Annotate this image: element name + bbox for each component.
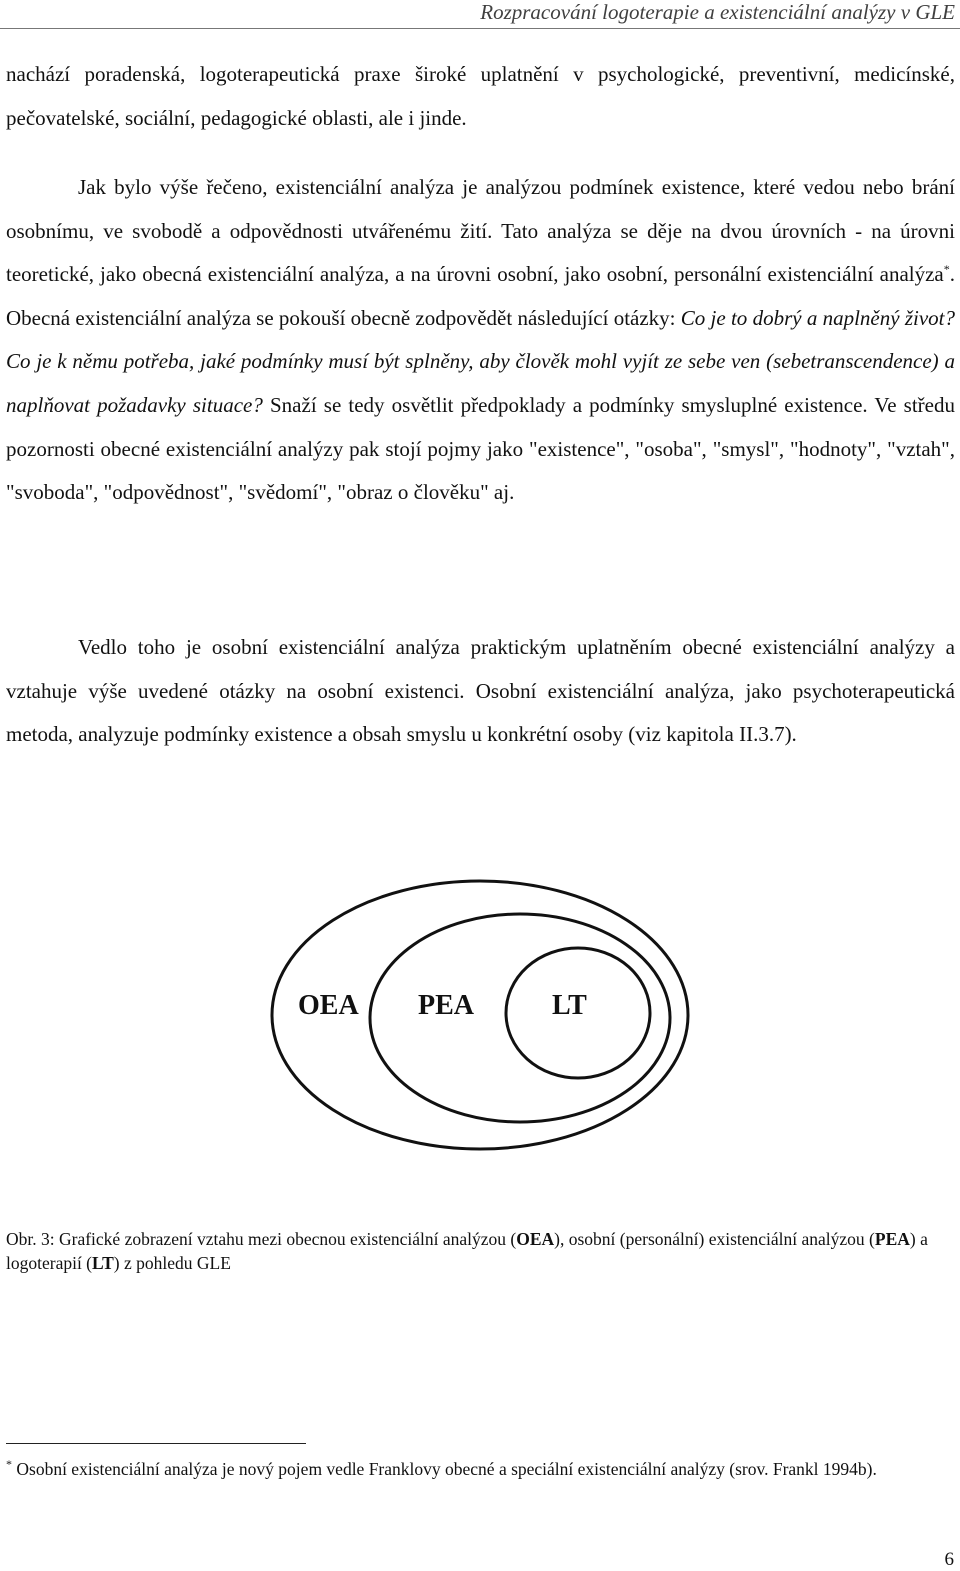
nested-ellipse-diagram (260, 870, 700, 1160)
paragraph-2-part-b: . Obecná existenciální analýza se pokouší obecně zodpovědět následující otázky: (6, 262, 955, 330)
figure-caption (6, 1227, 956, 1275)
running-header: Rozpracování logoterapie a existenciální analýzy v GLE (480, 0, 955, 24)
paragraph-2 (6, 166, 955, 515)
question-1: Co je to dobrý a naplněný život? (680, 305, 955, 330)
question-2: Co je k němu potřeba, jaké podmínky musí být splněny, aby člověk mohl vyjít ze sebe ven (sebetranscendence) a naplňovat požadavky situace? (6, 349, 955, 417)
footnote-reference[interactable]: * (943, 262, 950, 277)
label-lt: LT (552, 990, 587, 1021)
caption-pea: PEA (874, 1229, 910, 1249)
footnote-divider (6, 1443, 306, 1444)
caption-part-b: ), osobní (personální) existenciální analýzou ( (554, 1229, 875, 1249)
label-pea: PEA (418, 990, 474, 1021)
paragraph-2-part-a: Jak bylo výše řečeno, existenciální analýza je analýzou podmínek existence, které vedou nebo brání osobnímu, ve svobodě a odpovědnosti utvářenému žití. Tato analýza se děje na dvou úrovních - na úrovni teoretické, jako obecná existenciální analýza, a na úrovni osobní, jako osobní, personální existenciální analýza (6, 175, 955, 287)
paragraph-2-part-d: Snaží se tedy osvětlit předpoklady a podmínky smysluplné existence. Ve středu pozornosti obecné existenciální analýzy pak stojí pojmy jako "existence", "osoba", "smysl", "hodnoty", "vztah", "svoboda", "odpovědnost", "svědomí", "obraz o člověku" aj. (6, 392, 956, 505)
paragraph-3: Vedlo toho je osobní existenciální analýza praktickým uplatněním obecné existenciální analýzy a vztahuje výše uvedené otázky na osobní existenci. Osobní existenciální analýza, jako psychoterapeutická metoda, analyzuje podmínky existence a obsah smyslu u konkrétní osoby (viz kapitola II.3.7). (6, 635, 955, 747)
footnote-mark: * (6, 1457, 12, 1472)
caption-part-c: ) a logoterapií ( (6, 1229, 928, 1273)
middle-ellipse-pea (370, 914, 670, 1122)
paragraph-1: nachází poradenská, logoterapeutická praxe široké uplatnění v psychologické, preventivní, medicínské, pečovatelské, sociální, pedagogické oblasti, ale i jinde. (6, 62, 955, 130)
label-oea: OEA (298, 990, 359, 1021)
footnote-text: Osobní existenciální analýza je nový pojem vedle Franklovy obecné a speciální existenciální analýzy (srov. Frankl 1994b). (12, 1459, 877, 1479)
caption-part-d: ) z pohledu GLE (113, 1253, 231, 1273)
header-divider (0, 28, 960, 29)
caption-part-a: Obr. 3: Grafické zobrazení vztahu mezi obecnou existenciální analýzou ( (6, 1229, 517, 1249)
footnote (6, 1458, 946, 1481)
caption-lt: LT (92, 1253, 114, 1273)
caption-oea: OEA (516, 1229, 555, 1249)
page-number: 6 (944, 1549, 954, 1570)
